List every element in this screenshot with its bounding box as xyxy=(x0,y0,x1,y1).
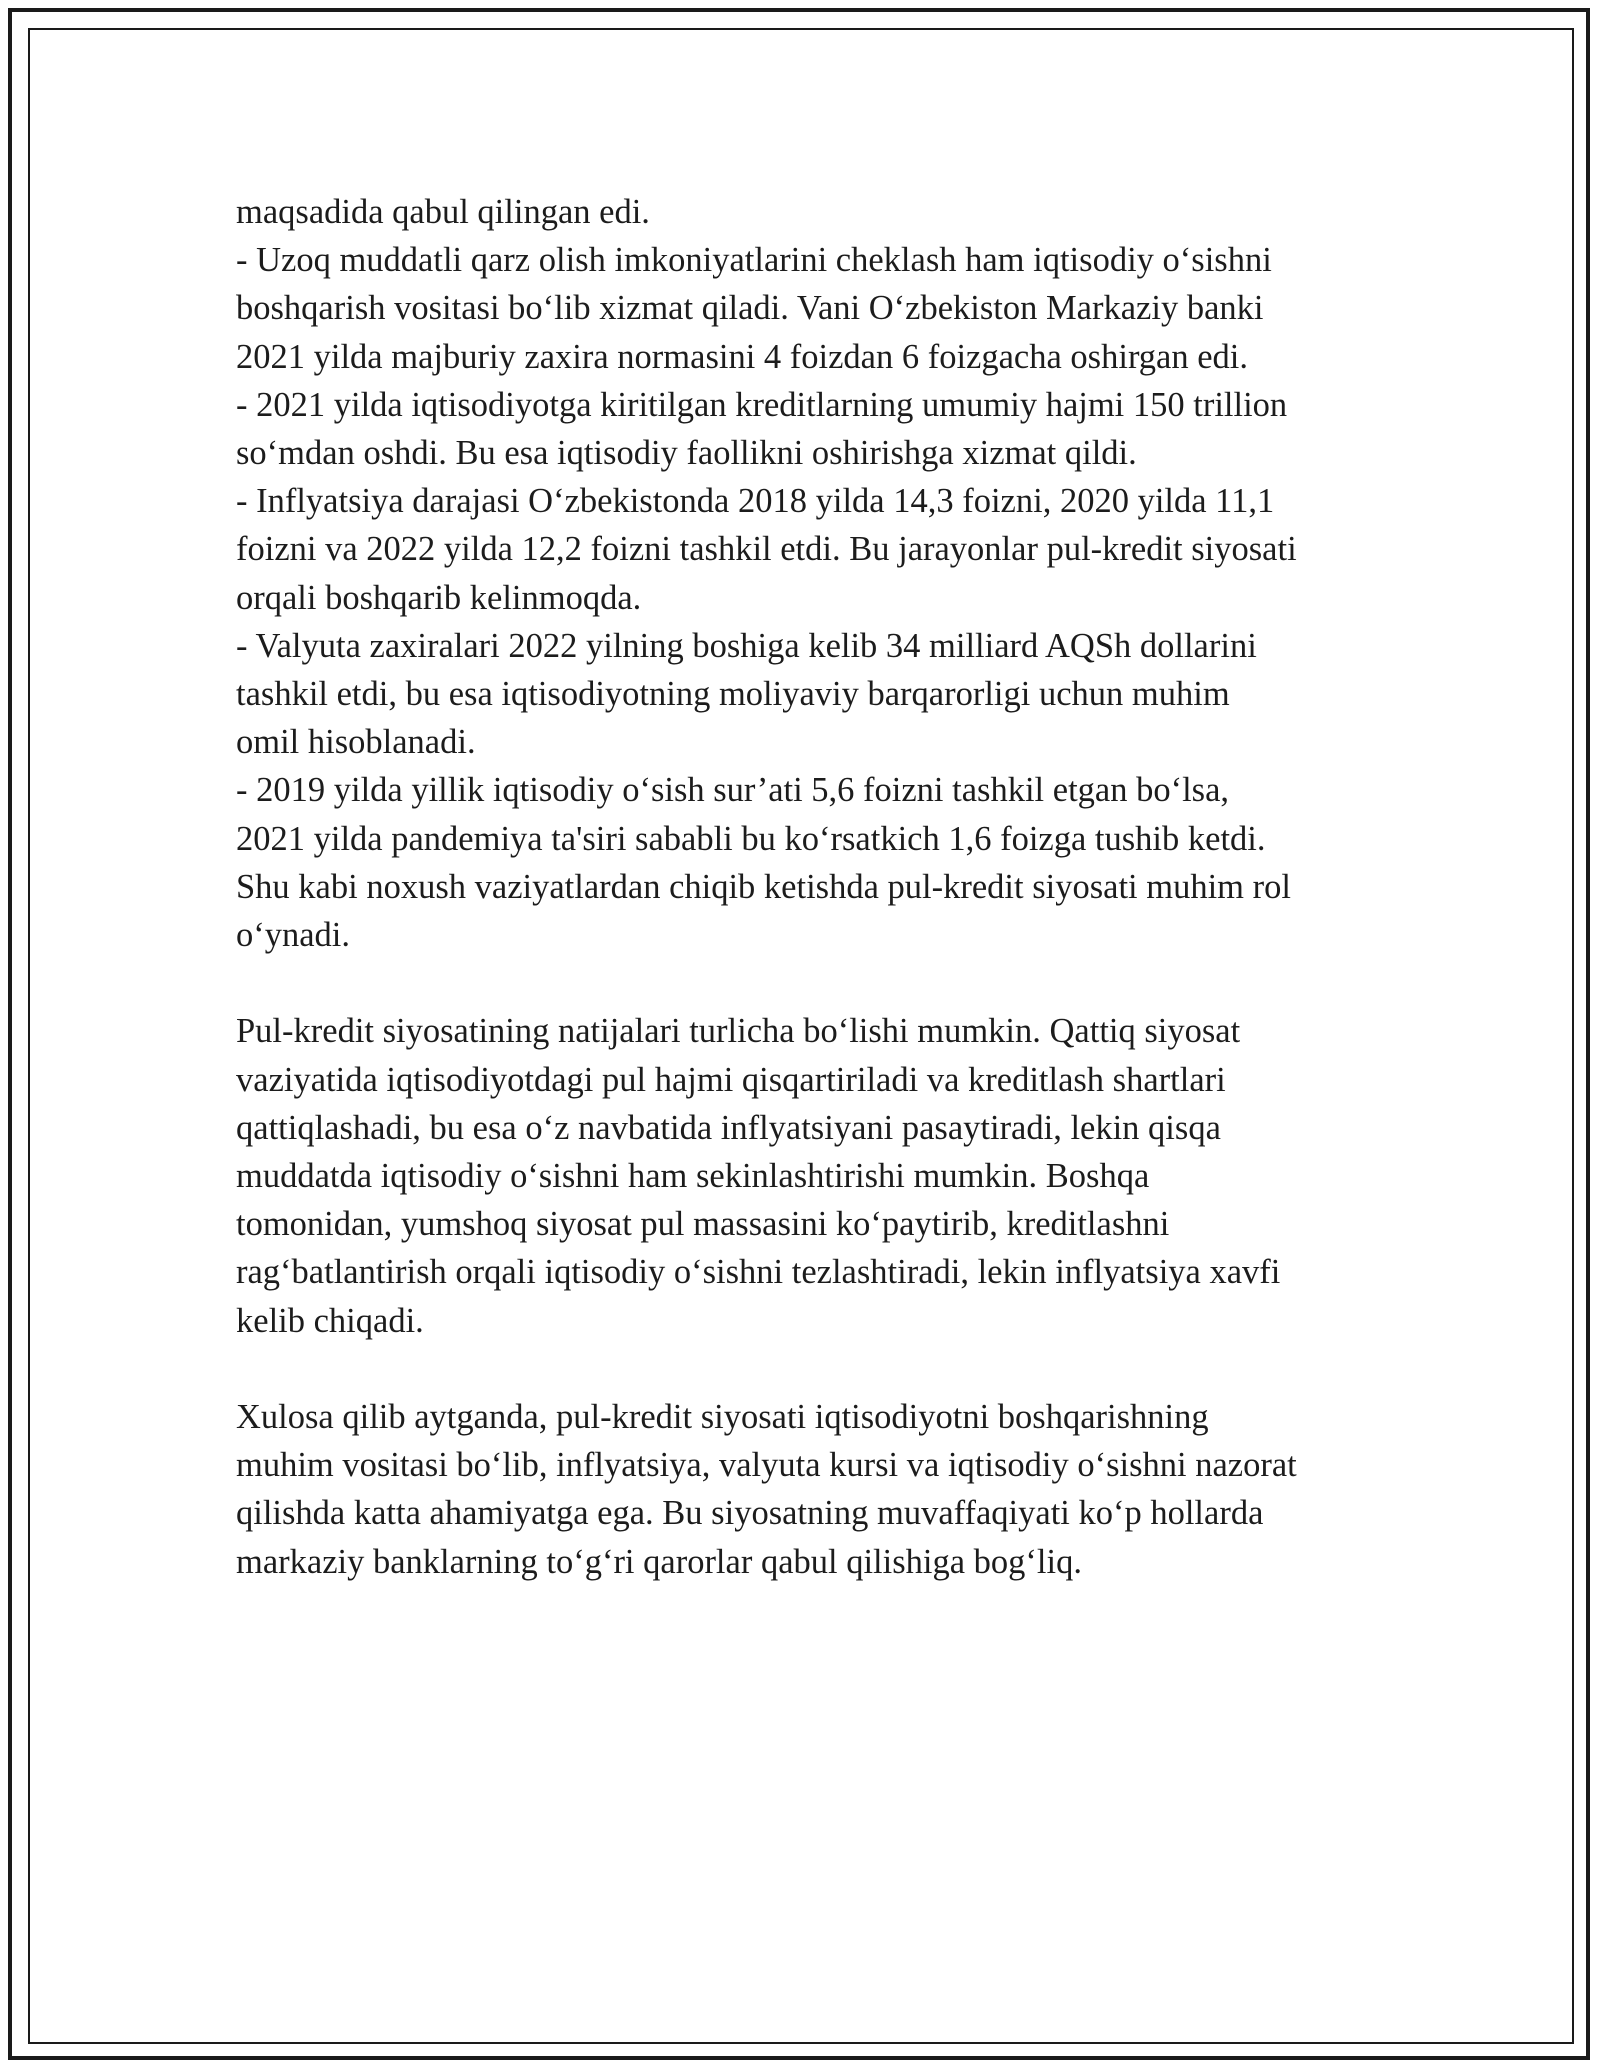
text-line: - Inflyatsiya darajasi O‘zbekistonda 2018 yilda 14,3 foizni, 2020 yilda 11,1 xyxy=(236,482,1275,521)
text-line: orqali boshqarib kelinmoqda. xyxy=(236,578,642,617)
text-line: tomonidan, yumshoq siyosat pul massasini ko‘paytirib, kreditlashni xyxy=(236,1205,1170,1244)
text-line: kelib chiqadi. xyxy=(236,1301,424,1340)
text-line: maqsadida qabul qilingan edi. xyxy=(236,193,650,231)
document-body xyxy=(236,188,1376,1586)
text-line: Xulosa qilib aytganda, pul-kredit siyosati iqtisodiyotni boshqarishning xyxy=(236,1398,1209,1437)
text-line: tashkil etdi, bu esa iqtisodiyotning moliyaviy barqarorligi uchun muhim xyxy=(236,675,1230,714)
text-line: omil hisoblanadi. xyxy=(236,723,476,762)
text-line: - 2019 yilda yillik iqtisodiy o‘sish sur’ati 5,6 foizni tashkil etgan bo‘lsa, xyxy=(236,771,1230,810)
text-line: so‘mdan oshdi. Bu esa iqtisodiy faollikni oshirishga xizmat qildi. xyxy=(236,434,1137,473)
text-line: boshqarish vositasi bo‘lib xizmat qiladi. Vani O‘zbekiston Markaziy banki xyxy=(236,289,1264,328)
text-line: muddatda iqtisodiy o‘sishni ham sekinlashtirishi mumkin. Boshqa xyxy=(236,1157,1150,1196)
text-line: qattiqlashadi, bu esa o‘z navbatida inflyatsiyani pasaytiradi, lekin qisqa xyxy=(236,1108,1221,1147)
paragraph-gap xyxy=(236,959,1376,1007)
text-line: muhim vositasi bo‘lib, inflyatsiya, valyuta kursi va iqtisodiy o‘sishni nazorat xyxy=(236,1446,1297,1485)
text-line: 2021 yilda majburiy zaxira normasini 4 foizdan 6 foizgacha oshirgan edi. xyxy=(236,337,1249,376)
text-line: 2021 yilda pandemiya ta'siri sababli bu ko‘rsatkich 1,6 foizga tushib ketdi. xyxy=(236,819,1266,858)
text-line: vaziyatida iqtisodiyotdagi pul hajmi qisqartiriladi va kreditlash shartlari xyxy=(236,1060,1226,1099)
text-line: - Valyuta zaxiralari 2022 yilning boshiga kelib 34 milliard AQSh dollarini xyxy=(236,626,1257,665)
text-line: markaziy banklarning to‘g‘ri qarorlar qabul qilishiga bog‘liq. xyxy=(236,1542,1082,1581)
text-line: o‘ynadi. xyxy=(236,916,351,955)
text-line: - 2021 yilda iqtisodiyotga kiritilgan kreditlarning umumiy hajmi 150 trillion xyxy=(236,385,1288,424)
text-line: rag‘batlantirish orqali iqtisodiy o‘sishni tezlashtiradi, lekin inflyatsiya xavfi xyxy=(236,1253,1281,1292)
paragraph-gap xyxy=(236,1345,1376,1393)
text-line: - Uzoq muddatli qarz olish imkoniyatlarini cheklash ham iqtisodiy o‘sishni xyxy=(236,241,1272,280)
text-line: Pul-kredit siyosatining natijalari turlicha bo‘lishi mumkin. Qattiq siyosat xyxy=(236,1012,1241,1051)
text-line: foizni va 2022 yilda 12,2 foizni tashkil etdi. Bu jarayonlar pul-kredit siyosati xyxy=(236,530,1297,569)
text-line: qilishda katta ahamiyatga ega. Bu siyosatning muvaffaqiyati ko‘p hollarda xyxy=(236,1494,1264,1533)
text-line: Shu kabi noxush vaziyatlardan chiqib ketishda pul-kredit siyosati muhim rol xyxy=(236,867,1291,906)
